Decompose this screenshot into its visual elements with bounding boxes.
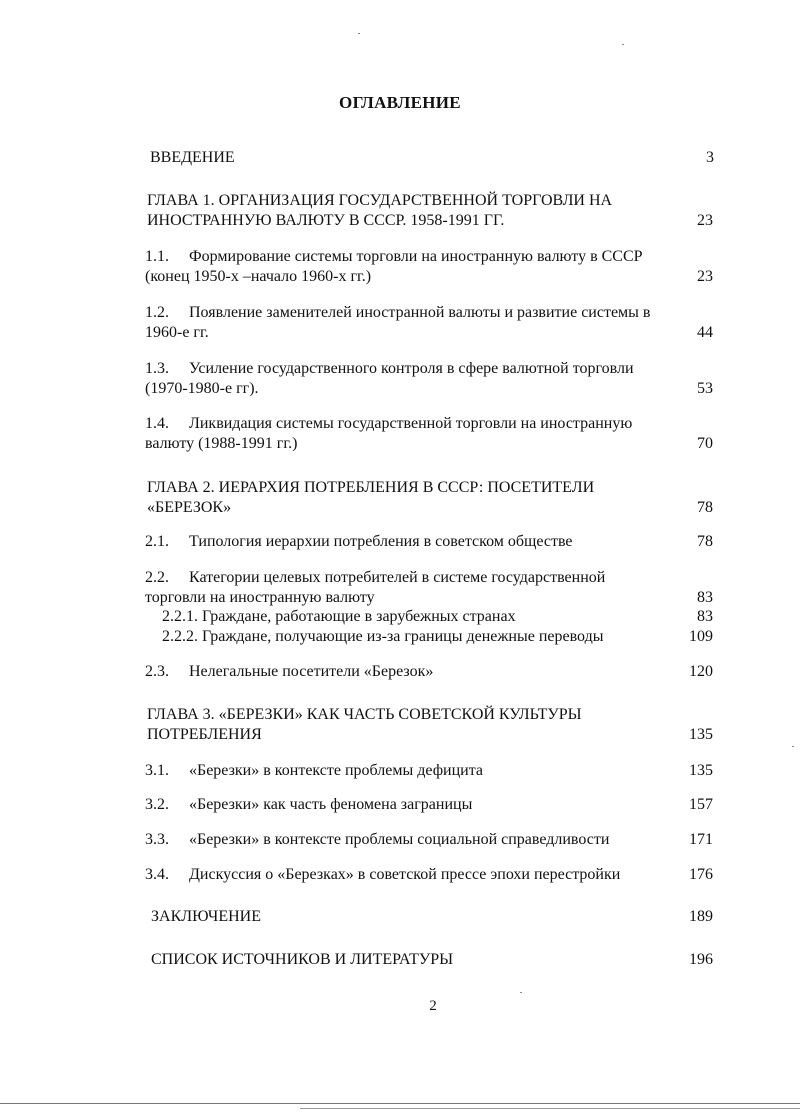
toc-section-number: 2.2. bbox=[145, 569, 169, 586]
toc-entry-label: ЗАКЛЮЧЕНИЕ bbox=[151, 908, 261, 925]
toc-entry-line: ГЛАВА 3. «БЕРЕЗКИ» КАК ЧАСТЬ СОВЕТСКОЙ КУЛЬТУРЫ bbox=[147, 706, 582, 723]
toc-entry-line: Нелегальные посетители «Березок» bbox=[189, 663, 434, 680]
toc-entry-section-2-2[interactable] bbox=[145, 568, 713, 608]
toc-entry-section-1-1[interactable] bbox=[145, 247, 713, 287]
toc-section-number: 3.4. bbox=[145, 866, 169, 883]
toc-entry-section-2-1[interactable] bbox=[145, 532, 713, 552]
toc-section-number: 1.4. bbox=[145, 415, 169, 432]
toc-entry-label: СПИСОК ИСТОЧНИКОВ И ЛИТЕРАТУРЫ bbox=[151, 951, 454, 968]
toc-entry-intro[interactable] bbox=[150, 148, 714, 168]
toc-entry-line: «Березки» как часть феномена заграницы bbox=[189, 796, 473, 813]
toc-entry-section-1-3[interactable] bbox=[145, 359, 713, 399]
toc-page-number: 3 bbox=[706, 149, 714, 166]
toc-entry-line: «БЕРЕЗОК» bbox=[147, 499, 232, 516]
toc-entry-line: Формирование системы торговли на иностранную валюту в СССР bbox=[189, 248, 643, 265]
toc-page-number: 44 bbox=[697, 324, 713, 341]
toc-page-number: 78 bbox=[697, 533, 713, 550]
toc-entry-line: Ликвидация системы государственной торговли на иностранную bbox=[189, 415, 633, 432]
toc-page-number: 171 bbox=[689, 831, 713, 848]
toc-page-number: 176 bbox=[689, 866, 713, 883]
toc-page-number: 135 bbox=[689, 762, 713, 779]
toc-page-number: 196 bbox=[689, 951, 713, 968]
scan-speck bbox=[622, 44, 624, 45]
toc-title: ОГЛАВЛЕНИЕ bbox=[339, 93, 461, 112]
toc-section-number: 3.2. bbox=[145, 796, 169, 813]
scan-speck bbox=[792, 746, 794, 747]
toc-entry-section-1-2[interactable] bbox=[145, 303, 713, 343]
scan-speck bbox=[358, 33, 360, 34]
toc-entry-label: ВВЕДЕНИЕ bbox=[150, 149, 235, 166]
toc-entry-line: 2.2.1. Граждане, работающие в зарубежных странах bbox=[162, 608, 516, 625]
toc-entry-line: ИНОСТРАННУЮ ВАЛЮТУ В СССР. 1958-1991 ГГ. bbox=[147, 212, 505, 229]
toc-entry-section-1-4[interactable] bbox=[145, 414, 713, 454]
toc-section-number: 1.3. bbox=[145, 360, 169, 377]
toc-entry-line: ПОТРЕБЛЕНИЯ bbox=[147, 726, 262, 743]
toc-page-number: 23 bbox=[697, 268, 713, 285]
toc-entry-line: ГЛАВА 1. ОРГАНИЗАЦИЯ ГОСУДАРСТВЕННОЙ ТОРГОВЛИ НА bbox=[147, 192, 613, 209]
toc-section-number: 3.1. bbox=[145, 762, 169, 779]
toc-entry-line: «Березки» в контексте проблемы дефицита bbox=[189, 762, 484, 779]
toc-page-number: 70 bbox=[697, 435, 713, 452]
toc-section-number: 2.1. bbox=[145, 533, 169, 550]
toc-entry-conclusion[interactable] bbox=[151, 907, 713, 927]
scan-edge-line bbox=[0, 1103, 800, 1104]
toc-entry-line: (1970-1980-е гг). bbox=[145, 380, 259, 397]
toc-entry-chapter-1[interactable] bbox=[147, 191, 713, 231]
toc-entry-line: Дискуссия о «Березках» в советской прессе эпохи перестройки bbox=[189, 866, 621, 883]
toc-section-number: 1.1. bbox=[145, 248, 169, 265]
toc-entry-section-3-4[interactable] bbox=[145, 865, 713, 885]
toc-entry-line: торговли на иностранную валюту bbox=[145, 589, 375, 606]
toc-entry-chapter-3[interactable] bbox=[147, 705, 713, 745]
toc-section-number: 3.3. bbox=[145, 831, 169, 848]
scan-speck bbox=[520, 992, 522, 993]
toc-entry-line: ГЛАВА 2. ИЕРАРХИЯ ПОТРЕБЛЕНИЯ В СССР: ПОСЕТИТЕЛИ bbox=[147, 479, 595, 496]
toc-entry-line: Появление заменителей иностранной валюты и развитие системы в bbox=[189, 304, 651, 321]
toc-page-number: 78 bbox=[697, 499, 713, 516]
toc-entry-section-3-1[interactable] bbox=[145, 761, 713, 781]
toc-page-number: 83 bbox=[697, 589, 713, 606]
toc-section-number: 2.3. bbox=[145, 663, 169, 680]
toc-page-number: 120 bbox=[689, 663, 713, 680]
toc-entry-line: 1960-е гг. bbox=[145, 324, 209, 341]
toc-section-number: 1.2. bbox=[145, 304, 169, 321]
toc-page-number: 135 bbox=[689, 726, 713, 743]
toc-entry-line: Типология иерархии потребления в советском обществе bbox=[189, 533, 573, 550]
toc-entry-section-2-3[interactable] bbox=[145, 662, 713, 682]
toc-page-number: 83 bbox=[697, 608, 713, 625]
toc-entry-line: валюту (1988-1991 гг.) bbox=[145, 435, 298, 452]
toc-page-number: 109 bbox=[689, 628, 713, 645]
toc-entry-sources[interactable] bbox=[151, 950, 713, 970]
toc-entry-subsection-2-2-2[interactable] bbox=[162, 627, 713, 647]
toc-entry-line: Категории целевых потребителей в системе государственной bbox=[189, 569, 606, 586]
toc-entry-line: (конец 1950-х –начало 1960-х гг.) bbox=[145, 268, 372, 285]
toc-entry-line: 2.2.2. Граждане, получающие из-за границы денежные переводы bbox=[162, 628, 604, 645]
toc-entry-subsection-2-2-1[interactable] bbox=[162, 607, 713, 627]
toc-page-number: 189 bbox=[689, 908, 713, 925]
toc-page-number: 53 bbox=[697, 380, 713, 397]
toc-entry-line: «Березки» в контексте проблемы социальной справедливости bbox=[189, 831, 610, 848]
toc-entry-section-3-3[interactable] bbox=[145, 830, 713, 850]
toc-entry-line: Усиление государственного контроля в сфере валютной торговли bbox=[189, 360, 634, 377]
page-number: 2 bbox=[429, 998, 437, 1014]
toc-page-number: 23 bbox=[697, 212, 713, 229]
scan-edge-line bbox=[300, 1108, 800, 1109]
toc-entry-chapter-2[interactable] bbox=[147, 478, 713, 518]
toc-page-number: 157 bbox=[689, 796, 713, 813]
toc-entry-section-3-2[interactable] bbox=[145, 795, 713, 815]
